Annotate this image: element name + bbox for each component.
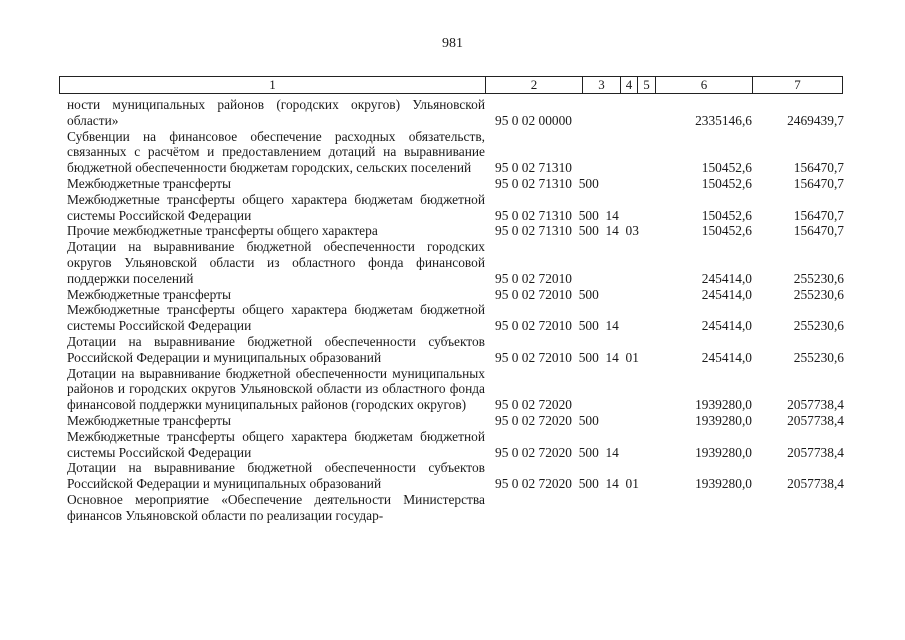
header-col-3: 3	[583, 77, 621, 93]
row-code: 95 0 02 72020 500 14 01	[495, 476, 639, 492]
header-col-5: 5	[638, 77, 656, 93]
row-value-col7: 2469439,7	[787, 112, 844, 128]
row-value-col6: 245414,0	[701, 349, 752, 365]
table-header	[59, 76, 843, 94]
row-value-col7: 2057738,4	[787, 476, 844, 492]
row-value-col6: 150452,6	[701, 160, 752, 176]
row-description: Дотации на выравнивание бюджетной обеспеченности субъектов Российской Федерации и муниципальных образований	[67, 460, 485, 492]
row-code: 95 0 02 72010 500	[495, 286, 599, 302]
row-value-col6: 150452,6	[701, 223, 752, 239]
table-row	[0, 429, 905, 461]
row-code: 95 0 02 71310 500	[495, 175, 599, 191]
table-row	[0, 129, 905, 176]
table-row	[0, 97, 905, 129]
row-value-col6: 1939280,0	[695, 397, 752, 413]
row-value-col6: 245414,0	[701, 270, 752, 286]
header-col-2: 2	[486, 77, 583, 93]
header-col-1: 1	[60, 77, 486, 93]
table-row	[0, 413, 905, 429]
row-description: Субвенции на финансовое обеспечение расходных обязательств, связанных с расчётом и предоставлением дотаций на выравнивание бюджетной обеспеченности бюджетам городских, сельских поселений	[67, 128, 485, 176]
row-description: Межбюджетные трансферты	[67, 175, 231, 191]
row-value-col7: 2057738,4	[787, 412, 844, 428]
row-value-col6: 150452,6	[701, 175, 752, 191]
row-value-col7: 156470,7	[793, 207, 844, 223]
row-value-col7: 255230,6	[793, 286, 844, 302]
row-description: Основное мероприятие «Обеспечение деятельности Министерства финансов Ульяновской области по реализации государ-	[67, 491, 485, 523]
table-row	[0, 287, 905, 303]
row-code: 95 0 02 71310 500 14 03	[495, 223, 639, 239]
page-number: 981	[442, 36, 463, 51]
row-code: 95 0 02 72010 500 14	[495, 318, 619, 334]
row-value-col7: 2057738,4	[787, 444, 844, 460]
table-row	[0, 223, 905, 239]
row-description: Дотации на выравнивание бюджетной обеспеченности субъектов Российской Федерации и муниципальных образований	[67, 333, 485, 365]
row-value-col7: 255230,6	[793, 270, 844, 286]
row-description: Межбюджетные трансферты общего характера бюджетам бюджетной системы Российской Федерации	[67, 191, 485, 223]
row-code: 95 0 02 71310	[495, 160, 572, 176]
row-value-col6: 245414,0	[701, 318, 752, 334]
row-value-col7: 156470,7	[793, 160, 844, 176]
header-col-6: 6	[656, 77, 753, 93]
table-row	[0, 460, 905, 492]
row-code: 95 0 02 72020 500	[495, 412, 599, 428]
row-value-col6: 1939280,0	[695, 476, 752, 492]
row-value-col6: 1939280,0	[695, 412, 752, 428]
row-description: Межбюджетные трансферты общего характера бюджетам бюджетной системы Российской Федерации	[67, 428, 485, 460]
row-code: 95 0 02 72020 500 14	[495, 444, 619, 460]
row-description: Дотации на выравнивание бюджетной обеспеченности муниципальных районов и городских округов Ульяновской области из областного фонда финансовой поддержки муниципальных районов (городских округов)	[67, 365, 485, 413]
row-value-col7: 255230,6	[793, 349, 844, 365]
row-value-col6: 2335146,6	[695, 112, 752, 128]
header-col-7: 7	[794, 77, 801, 92]
row-value-col6: 1939280,0	[695, 444, 752, 460]
row-description: Межбюджетные трансферты	[67, 286, 231, 302]
table-row	[0, 176, 905, 192]
row-code: 95 0 02 72010	[495, 270, 572, 286]
row-description: Межбюджетные трансферты	[67, 412, 231, 428]
row-value-col6: 245414,0	[701, 286, 752, 302]
row-code: 95 0 02 00000	[495, 112, 572, 128]
row-value-col6: 150452,6	[701, 207, 752, 223]
row-value-col7: 255230,6	[793, 318, 844, 334]
row-description: Дотации на выравнивание бюджетной обеспеченности городских округов Ульяновской области из областного фонда финансовой поддержки поселений	[67, 239, 485, 286]
row-code: 95 0 02 72010 500 14 01	[495, 349, 639, 365]
table-row	[0, 192, 905, 224]
table-row	[0, 366, 905, 413]
row-description: Межбюджетные трансферты общего характера бюджетам бюджетной системы Российской Федерации	[67, 302, 485, 334]
row-code: 95 0 02 71310 500 14	[495, 207, 619, 223]
row-code: 95 0 02 72020	[495, 397, 572, 413]
table-row	[0, 492, 905, 524]
row-description: Прочие межбюджетные трансферты общего характера	[67, 223, 378, 239]
row-value-col7: 156470,7	[793, 223, 844, 239]
table-body	[0, 97, 905, 524]
row-description: ности муниципальных районов (городских округов) Ульяновской области»	[67, 97, 485, 128]
table-row	[0, 302, 905, 334]
table-row	[0, 334, 905, 366]
table-row	[0, 239, 905, 286]
header-col-4: 4	[621, 77, 638, 93]
row-value-col7: 156470,7	[793, 175, 844, 191]
row-value-col7: 2057738,4	[787, 397, 844, 413]
